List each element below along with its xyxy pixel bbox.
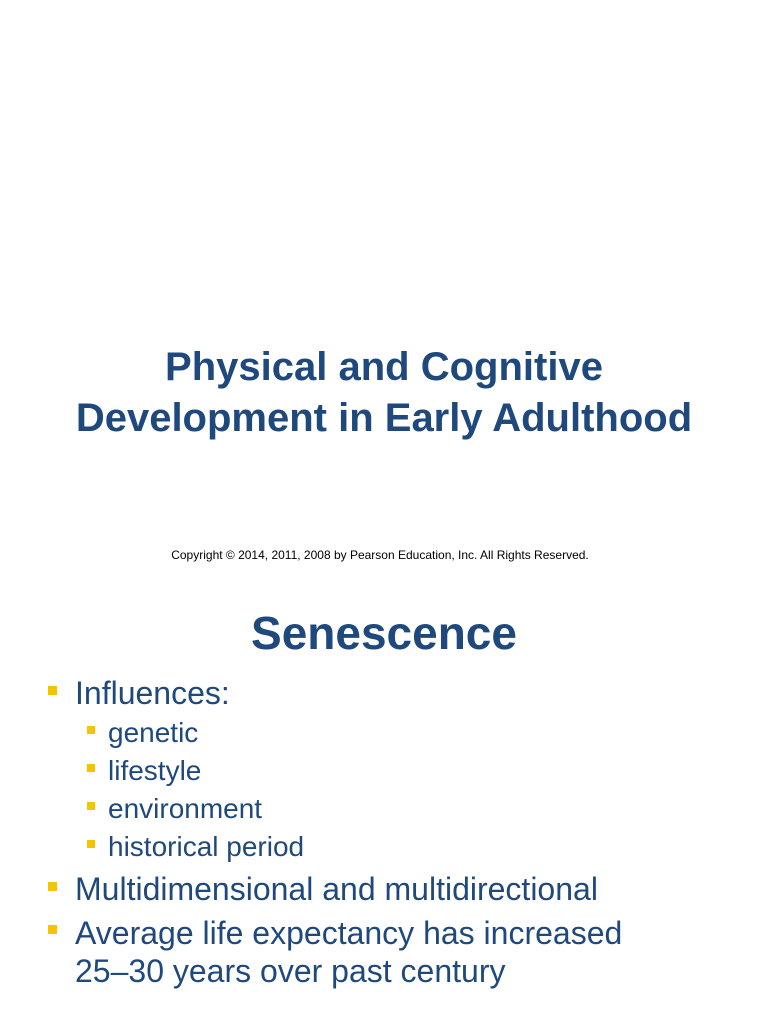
- slide-title: [0, 342, 768, 444]
- section-heading: Senescence: [251, 607, 517, 659]
- bullet-influences: Influences:: [75, 675, 230, 711]
- bullet-marker-icon: [48, 925, 57, 934]
- sub-bullet-lifestyle: lifestyle: [108, 755, 202, 786]
- sub-bullet-marker-icon: [87, 840, 95, 848]
- bullet-life-expectancy-line-1: Average life expectancy has increased: [75, 915, 623, 951]
- sub-bullet-marker-icon: [87, 764, 95, 772]
- sub-bullet-genetic: genetic: [108, 717, 199, 748]
- sub-bullet-marker-icon: [87, 802, 95, 810]
- sub-bullet-marker-icon: [87, 726, 95, 734]
- slide-title-line-1: Physical and Cognitive: [165, 345, 603, 389]
- bullet-multidimensional: Multidimensional and multidirectional: [75, 871, 598, 907]
- bullet-marker-icon: [48, 686, 57, 695]
- slide-title-line-2: Development in Early Adulthood: [75, 396, 693, 440]
- bullet-life-expectancy-line-2: 25–30 years over past century: [75, 953, 506, 989]
- sub-bullet-historical-period: historical period: [108, 831, 305, 862]
- copyright-notice: Copyright © 2014, 2011, 2008 by Pearson Education, Inc. All Rights Reserved.: [171, 548, 589, 562]
- bullet-marker-icon: [48, 882, 57, 891]
- sub-bullet-environment: environment: [108, 793, 263, 824]
